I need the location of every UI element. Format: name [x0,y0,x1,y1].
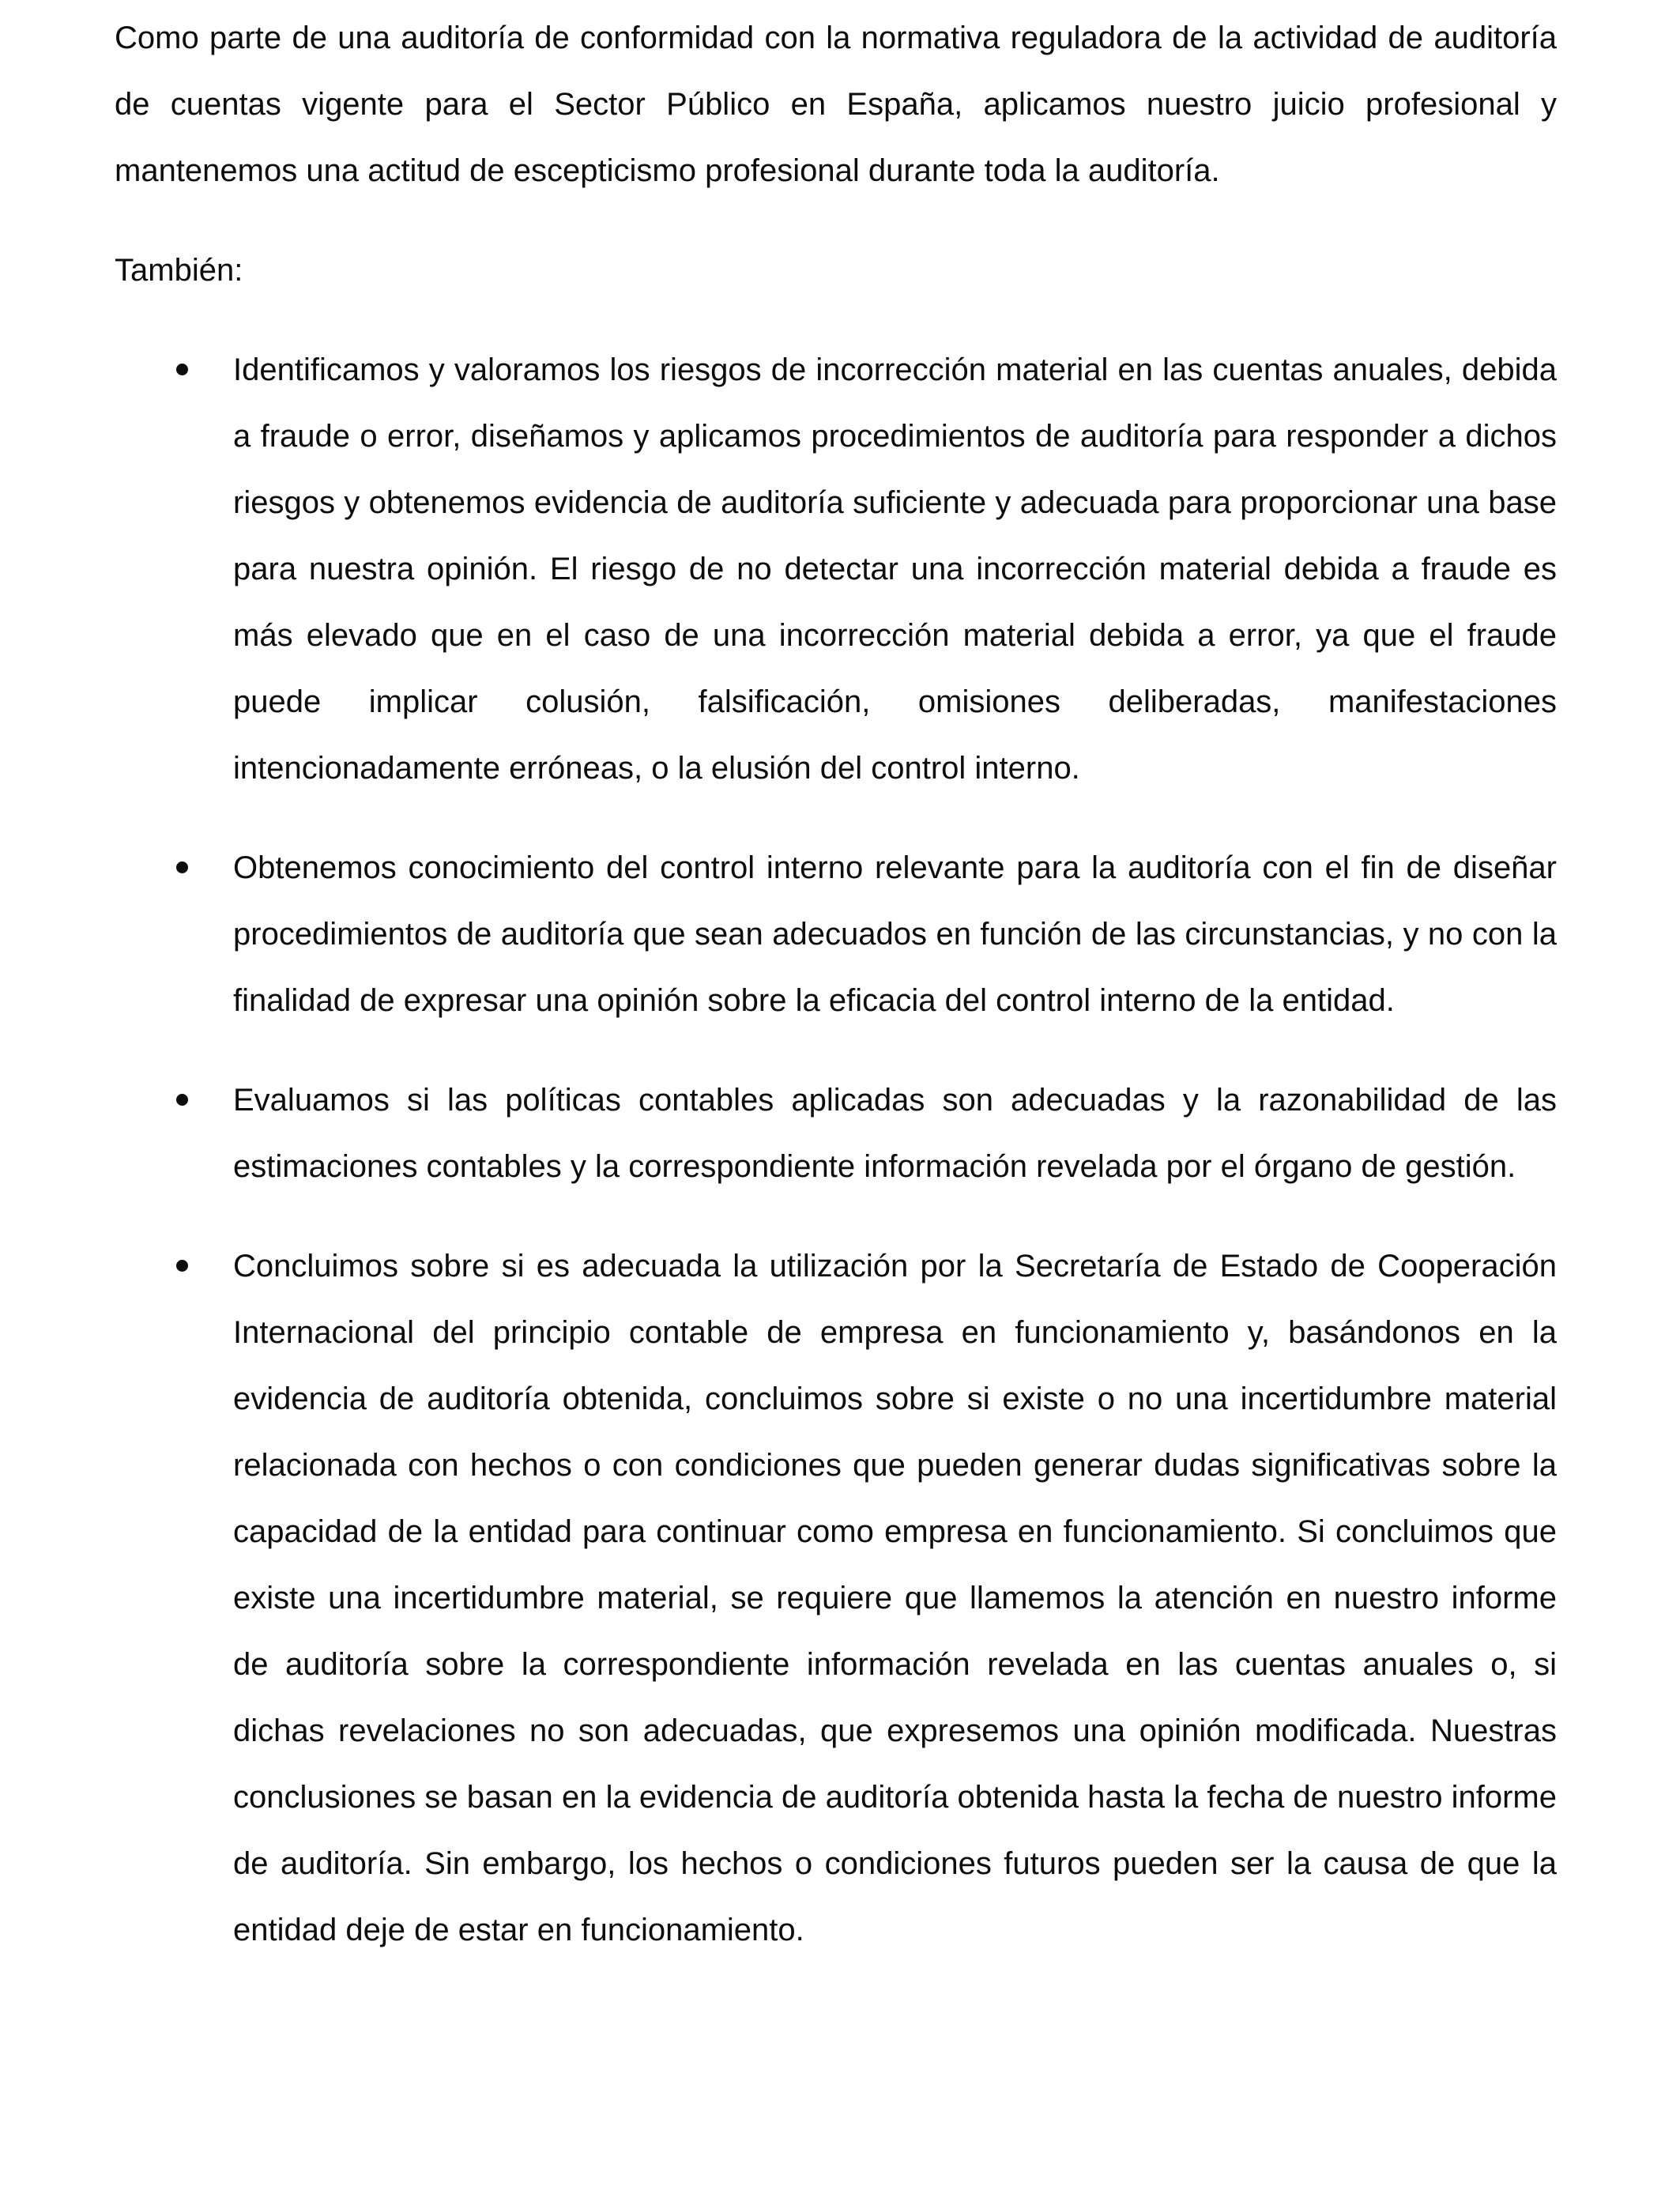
bullet-text-3: Evaluamos si las políticas contables aplicadas son adecuadas y la razonabilidad de las estimaciones contables y la correspondiente información revelada por el órgano de gestión. [233,1083,1557,1184]
tambien-label: También: [115,253,243,288]
bullet-text-4: Concluimos sobre si es adecuada la utilización por la Secretaría de Estado de Cooperación Internacional del principio contable de empresa en funcionamiento y, basándonos en la evidencia de auditoría obtenida, concluimos sobre si existe o no una incertidumbre material relacionada con hechos o con condiciones que pueden generar dudas significativas sobre la capacidad de la entidad para continuar como empresa en funcionamiento. Si concluimos que existe una incertidumbre material, se requiere que llamemos la atención en nuestro informe de auditoría sobre la correspondiente información revelada en las cuentas anuales o, si dichas revelaciones no son adecuadas, que expresemos una opinión modificada. Nuestras conclusiones se basan en la evidencia de auditoría obtenida hasta la fecha de nuestro informe de auditoría. Sin embargo, los hechos o condiciones futuros pueden ser la causa de que la entidad deje de estar en funcionamiento. [233,1249,1557,1947]
bullet-item-1 [115,337,1557,801]
bullet-item-3 [115,1067,1557,1200]
bullet-dot-icon [176,1094,188,1106]
bullet-dot-icon [176,1260,188,1272]
document-body [115,5,1557,1996]
bullet-dot-icon [176,861,188,873]
bullet-list [115,337,1557,1963]
bullet-text-1: Identificamos y valoramos los riesgos de incorrección material en las cuentas anuales, debida a fraude o error, diseñamos y aplicamos procedimientos de auditoría para responder a dichos riesgos y obtenemos evidencia de auditoría suficiente y adecuada para proporcionar una base para nuestra opinión. El riesgo de no detectar una incorrección material debida a fraude es más elevado que en el caso de una incorrección material debida a error, ya que el fraude puede implicar colusión, falsificación, omisiones deliberadas, manifestaciones intencionadamente erróneas, o la elusión del control interno. [233,352,1557,786]
bullet-text-2: Obtenemos conocimiento del control interno relevante para la auditoría con el fin de diseñar procedimientos de auditoría que sean adecuados en función de las circunstancias, y no con la finalidad de expresar una opinión sobre la eficacia del control interno de la entidad. [233,850,1557,1018]
intro-paragraph: Como parte de una auditoría de conformidad con la normativa reguladora de la actividad de auditoría de cuentas vigente para el Sector Público en España, aplicamos nuestro juicio profesional y mantenemos una actitud de escepticismo profesional durante toda la auditoría. [115,21,1557,188]
bullet-item-2 [115,835,1557,1034]
bullet-item-4 [115,1233,1557,1963]
bullet-dot-icon [176,364,188,375]
